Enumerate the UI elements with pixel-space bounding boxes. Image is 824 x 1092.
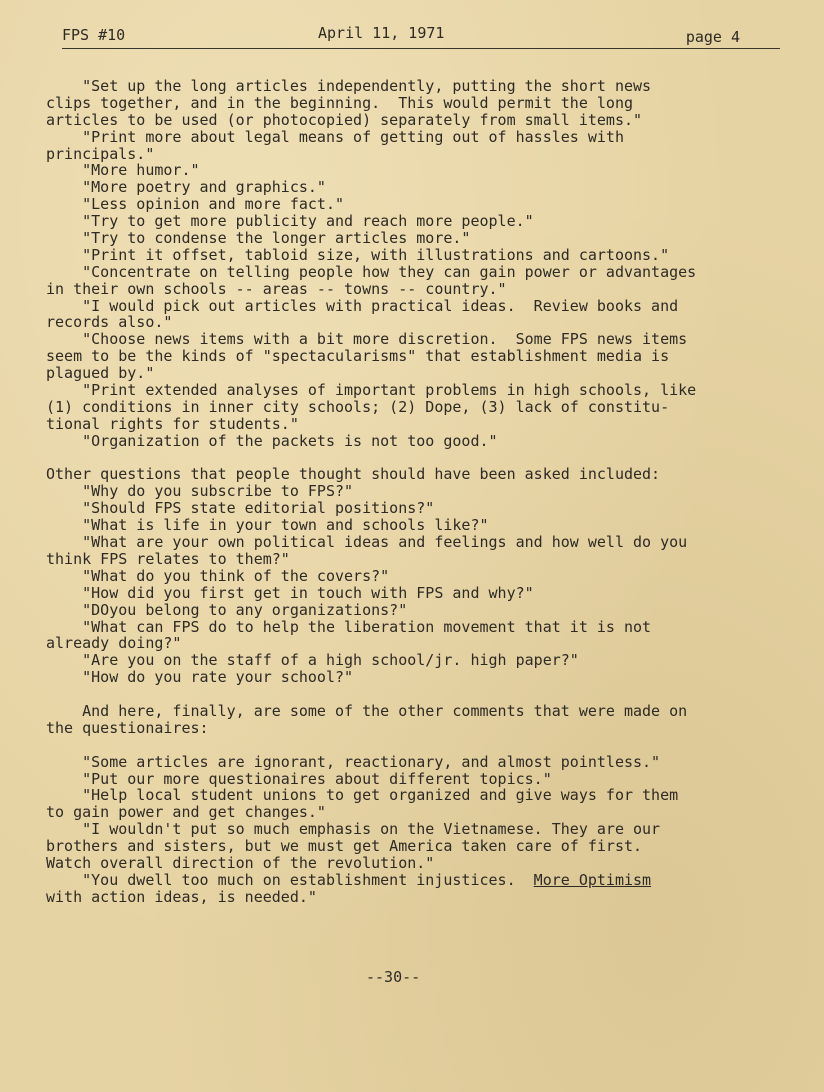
line-text: clips together, and in the beginning. This would permit the long — [46, 93, 633, 112]
line-text: "More humor." — [46, 161, 200, 180]
text-line — [46, 298, 786, 315]
text-line — [46, 314, 786, 331]
page-header — [62, 22, 780, 49]
line-text: "DOyou belong to any organizations?" — [46, 600, 408, 619]
blank-line — [46, 686, 786, 703]
blank-line — [46, 450, 786, 467]
text-line — [46, 95, 786, 112]
text-line — [46, 348, 786, 365]
line-text: "You dwell too much on establishment injustices. — [46, 870, 534, 889]
text-line — [46, 146, 786, 163]
text-line — [46, 568, 786, 585]
line-text: tional rights for students." — [46, 414, 299, 433]
text-line — [46, 112, 786, 129]
line-text: "Are you on the staff of a high school/jr. high paper?" — [46, 651, 579, 670]
line-text: "I wouldn't put so much emphasis on the Vietnamese. They are our — [46, 820, 661, 839]
text-line — [46, 433, 786, 450]
line-text: seem to be the kinds of "spectacularisms" that establishment media is — [46, 347, 670, 366]
line-text: "How do you rate your school?" — [46, 668, 354, 687]
line-text: think FPS relates to them?" — [46, 549, 290, 568]
line-text: Other questions that people thought should have been asked included: — [46, 465, 661, 484]
text-line — [46, 872, 786, 889]
text-line — [46, 230, 786, 247]
line-text: "Print it offset, tabloid size, with illustrations and cartoons." — [46, 245, 670, 264]
text-line — [46, 365, 786, 382]
line-text: "Choose news items with a bit more discretion. Some FPS news items — [46, 330, 688, 349]
line-text: "Why do you subscribe to FPS?" — [46, 482, 354, 501]
line-text: "Try to get more publicity and reach more people." — [46, 212, 534, 231]
text-line — [46, 281, 786, 298]
text-line — [46, 416, 786, 433]
text-line — [46, 754, 786, 771]
line-text: (1) conditions in inner city schools; (2) Dope, (3) lack of constitu- — [46, 397, 670, 416]
text-line — [46, 466, 786, 483]
text-line — [46, 264, 786, 281]
line-text: articles to be used (or photocopied) separately from small items." — [46, 110, 643, 129]
line-text: "Put our more questionaires about different topics." — [46, 769, 552, 788]
line-text: principals." — [46, 144, 155, 163]
text-line — [46, 399, 786, 416]
text-line — [46, 517, 786, 534]
line-text: "I would pick out articles with practical ideas. Review books and — [46, 296, 679, 315]
text-line — [46, 196, 786, 213]
text-line — [46, 78, 786, 95]
line-text: "Print more about legal means of getting out of hassles with — [46, 127, 624, 146]
header-issue: FPS #10 — [62, 26, 126, 44]
line-text: plagued by." — [46, 364, 155, 383]
header-date: April 11, 1971 — [318, 24, 445, 42]
text-line — [46, 602, 786, 619]
line-text: with action ideas, is needed." — [46, 887, 317, 906]
text-line — [46, 213, 786, 230]
text-line — [46, 551, 786, 568]
text-line — [46, 804, 786, 821]
text-line — [46, 331, 786, 348]
line-text: to gain power and get changes." — [46, 803, 326, 822]
line-text: "Set up the long articles independently, putting the short news — [46, 77, 652, 95]
text-line — [46, 500, 786, 517]
line-text: in their own schools -- areas -- towns -- country." — [46, 279, 507, 298]
header-page-number: page 4 — [685, 28, 740, 46]
line-text: "What can FPS do to help the liberation movement that it is not — [46, 617, 652, 636]
text-line — [46, 247, 786, 264]
line-text: "Try to condense the longer articles more." — [46, 229, 471, 248]
line-text: "Some articles are ignorant, reactionary, and almost pointless." — [46, 752, 661, 771]
line-text: "Organization of the packets is not too good." — [46, 431, 498, 450]
line-text: "Should FPS state editorial positions?" — [46, 499, 435, 518]
text-line — [46, 720, 786, 737]
text-line — [46, 855, 786, 872]
text-line — [46, 703, 786, 720]
text-line — [46, 534, 786, 551]
line-text: "What are your own political ideas and feelings and how well do you — [46, 533, 688, 552]
text-line — [46, 787, 786, 804]
text-line — [46, 669, 786, 686]
page-footer: --30-- — [366, 968, 421, 986]
text-line — [46, 129, 786, 146]
line-text: the questionaires: — [46, 718, 209, 737]
text-line — [46, 889, 786, 906]
line-text: "Print extended analyses of important problems in high schools, like — [46, 381, 697, 400]
document-body — [46, 78, 786, 906]
text-line — [46, 179, 786, 196]
text-line — [46, 821, 786, 838]
text-line — [46, 483, 786, 500]
text-line — [46, 619, 786, 636]
line-text: brothers and sisters, but we must get America taken care of first. — [46, 837, 643, 856]
line-text: "What do you think of the covers?" — [46, 566, 390, 585]
line-text: "More poetry and graphics." — [46, 178, 326, 197]
line-text: "How did you first get in touch with FPS and why?" — [46, 583, 534, 602]
text-line — [46, 382, 786, 399]
text-line — [46, 838, 786, 855]
line-text: already doing?" — [46, 634, 182, 653]
line-text: "Less opinion and more fact." — [46, 195, 345, 214]
line-text: Watch overall direction of the revolution." — [46, 853, 435, 872]
line-text: "What is life in your town and schools like?" — [46, 516, 489, 535]
text-line — [46, 585, 786, 602]
line-text: And here, finally, are some of the other comments that were made on — [46, 701, 688, 720]
text-line — [46, 652, 786, 669]
blank-line — [46, 737, 786, 754]
line-text: "Help local student unions to get organized and give ways for them — [46, 786, 679, 805]
line-text: records also." — [46, 313, 173, 332]
text-line — [46, 635, 786, 652]
text-line — [46, 162, 786, 179]
line-text: "Concentrate on telling people how they can gain power or advantages — [46, 262, 697, 281]
text-line — [46, 771, 786, 788]
underlined-phrase: More Optimism — [533, 870, 652, 889]
